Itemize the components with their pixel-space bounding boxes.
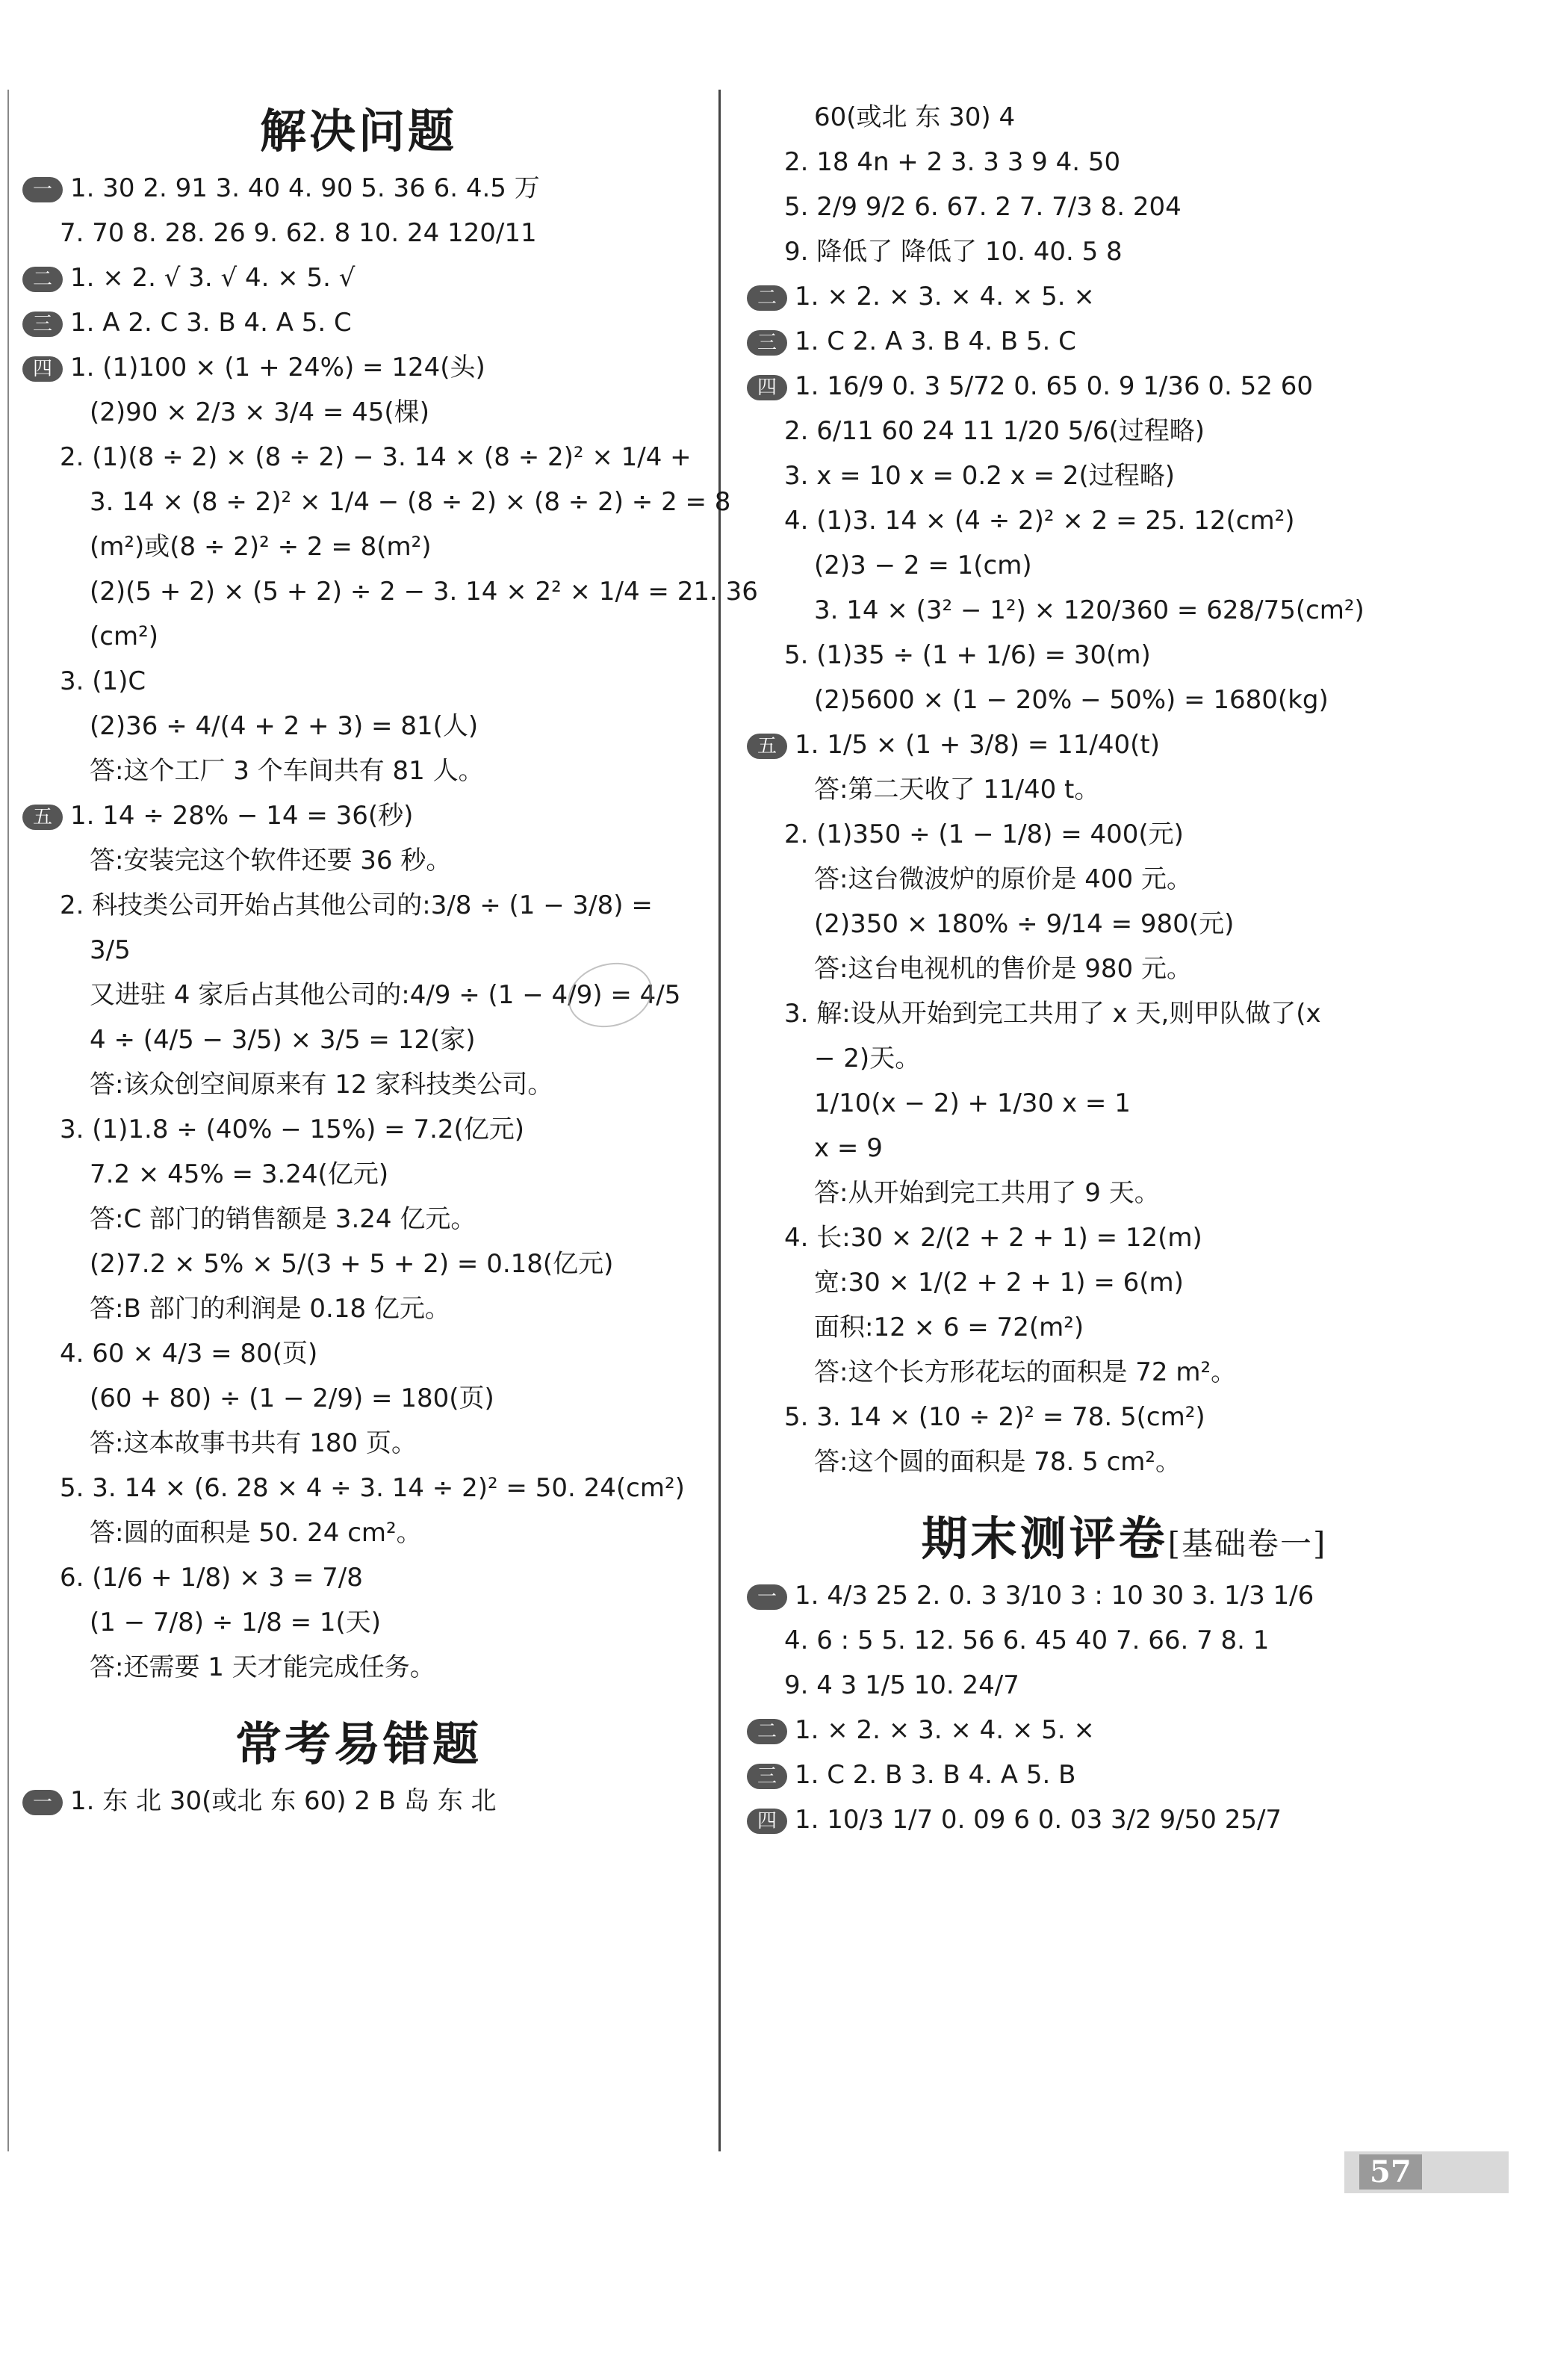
answer-line [22, 709, 695, 743]
answer-text: 答:这台微波炉的原价是 400 元。 [814, 864, 1192, 894]
answer-line [747, 459, 1501, 493]
section-number-badge: 二 [747, 285, 787, 311]
answer-text: 2. 18 4n + 2 3. 3 3 9 4. 50 [784, 147, 1121, 177]
answer-text: 3. x = 10 x = 0.2 x = 2(过程略) [784, 461, 1176, 491]
answer-line [22, 1292, 695, 1326]
answer-line [747, 1131, 1501, 1165]
answer-text: (2)350 × 180% ÷ 9/14 = 980(元) [814, 909, 1235, 939]
answer-text: 2. 6/11 60 24 11 1/20 5/6(过程略) [784, 416, 1205, 446]
answer-line [22, 1650, 695, 1685]
answer-line [22, 1561, 695, 1595]
answer-text: 答:第二天收了 11/40 t。 [814, 775, 1100, 805]
answer-text: 2. 科技类公司开始占其他公司的:3/8 ÷ (1 − 3/8) = [60, 890, 653, 920]
answer-line [747, 772, 1501, 807]
answer-line [747, 414, 1501, 448]
answer-text: (m²)或(8 ÷ 2)² ÷ 2 = 8(m²) [90, 532, 432, 562]
answer-line [22, 574, 758, 609]
answer-text: 又进驻 4 家后占其他公司的:4/9 ÷ (1 − 4/9) = 4/5 [90, 980, 681, 1010]
answer-line [22, 1202, 695, 1236]
answer-text: 答:B 部门的利润是 0.18 亿元。 [90, 1294, 450, 1324]
answer-text: 面积:12 × 6 = 72(m²) [814, 1313, 1084, 1342]
left-column [22, 90, 758, 1829]
answer-text: 1. 东 北 30(或北 东 60) 2 B 岛 东 北 [70, 1786, 497, 1816]
answer-line [22, 1605, 695, 1640]
section-title-common-errors: 常考易错题 [235, 1717, 482, 1771]
answer-text: 1. 16/9 0. 3 5/72 0. 65 0. 9 1/36 0. 52 60 [795, 371, 1313, 401]
answer-line [22, 1023, 695, 1057]
answer-text: 答:这个工厂 3 个车间共有 81 人。 [90, 756, 484, 786]
answer-text: 3/5 [90, 935, 131, 965]
answer-line [747, 548, 1501, 583]
answer-line [22, 440, 695, 474]
answer-text: 1. A 2. C 3. B 4. A 5. C [70, 308, 352, 338]
answer-line [747, 235, 1501, 269]
answer-line [22, 1067, 695, 1102]
answer-text: 6. (1/6 + 1/8) × 3 = 7/8 [60, 1563, 363, 1593]
answer-line [747, 1578, 1501, 1613]
answer-line [22, 1112, 695, 1147]
answer-line [22, 888, 695, 923]
answer-line [747, 683, 1501, 717]
answer-line [22, 306, 695, 340]
answer-text: 3. 14 × (3² − 1²) × 120/360 = 628/75(cm²) [814, 595, 1365, 625]
answer-text: 答:这本故事书共有 180 页。 [90, 1428, 417, 1458]
answer-text: 1. 10/3 1/7 0. 09 6 0. 03 3/2 9/50 25/7 [795, 1805, 1282, 1835]
answer-text: 答:安装完这个软件还要 36 秒。 [90, 846, 452, 876]
answer-text: x = 9 [814, 1133, 883, 1163]
section-title-solve-problems: 解决问题 [259, 104, 457, 158]
answer-text: 宽:30 × 1/(2 + 2 + 1) = 6(m) [814, 1268, 1184, 1298]
answer-line [22, 216, 695, 250]
answer-text: 答:圆的面积是 50. 24 cm²。 [90, 1518, 422, 1548]
section-number-badge: 四 [747, 1809, 787, 1834]
answer-line [747, 638, 1501, 672]
right-column [747, 90, 1501, 1847]
answer-line [22, 1426, 695, 1460]
answer-text: 4. (1)3. 14 × (4 ÷ 2)² × 2 = 25. 12(cm²) [784, 506, 1295, 536]
answer-text: 答:还需要 1 天才能完成任务。 [90, 1652, 435, 1682]
answer-line [747, 728, 1501, 762]
answer-line [747, 100, 1501, 134]
section-number-badge: 一 [22, 177, 63, 202]
answer-text: 4. 长:30 × 2/(2 + 2 + 1) = 12(m) [784, 1223, 1202, 1253]
answer-text: 5. 2/9 9/2 6. 67. 2 7. 7/3 8. 204 [784, 192, 1182, 222]
final-exam-subtitle: [基础卷一] [1167, 1525, 1327, 1562]
answer-text: (60 + 80) ÷ (1 − 2/9) = 180(页) [90, 1383, 494, 1413]
answer-line [22, 799, 695, 833]
section-number-badge: 一 [22, 1790, 63, 1815]
answer-line [22, 530, 695, 564]
answer-text: 答:该众创空间原来有 12 家科技类公司。 [90, 1070, 553, 1100]
answer-line [747, 1086, 1501, 1121]
answer-line [22, 1471, 695, 1505]
answer-line [22, 1157, 695, 1191]
page-number-box [1344, 2151, 1509, 2193]
answer-text: 1. C 2. B 3. B 4. A 5. B [795, 1760, 1076, 1790]
answer-text: (2)7.2 × 5% × 5/(3 + 5 + 2) = 0.18(亿元) [90, 1249, 614, 1279]
answer-text: 3. 14 × (8 ÷ 2)² × 1/4 − (8 ÷ 2) × (8 ÷ 2) ÷ 2 = 8 [90, 487, 731, 517]
section-title-final-exam [747, 1502, 1501, 1568]
answer-text: 7.2 × 45% = 3.24(亿元) [90, 1159, 389, 1189]
left-answer-list [22, 171, 758, 1685]
answer-text: 4 ÷ (4/5 − 3/5) × 3/5 = 12(家) [90, 1025, 476, 1055]
answer-line [22, 261, 695, 295]
answer-line [747, 1623, 1501, 1658]
answer-line [22, 843, 695, 878]
answer-text: 9. 4 3 1/5 10. 24/7 [784, 1670, 1019, 1700]
final-exam-answer-list [747, 1578, 1501, 1837]
answer-line [747, 1713, 1501, 1747]
right-answer-list [747, 100, 1501, 1479]
answer-text: 答:C 部门的销售额是 3.24 亿元。 [90, 1204, 476, 1234]
answer-line [747, 1400, 1501, 1434]
answer-text: 答:这台电视机的售价是 980 元。 [814, 954, 1192, 984]
section-number-badge: 二 [22, 267, 63, 292]
answer-text: (2)(5 + 2) × (5 + 2) ÷ 2 − 3. 14 × 2² × 1/4 = 21. 36 [90, 577, 758, 607]
answer-line [22, 1516, 695, 1550]
answer-line [22, 933, 695, 967]
answer-line [22, 619, 695, 654]
answer-text: 1. 4/3 25 2. 0. 3 3/10 3 : 10 30 3. 1/3 1/6 [795, 1581, 1314, 1611]
answer-line [22, 1381, 695, 1416]
final-exam-title: 期末测评卷 [921, 1511, 1168, 1566]
answer-line [747, 1803, 1501, 1837]
answer-text: (1 − 7/8) ÷ 1/8 = 1(天) [90, 1608, 382, 1637]
answer-line [747, 1221, 1501, 1255]
answer-line [22, 1247, 695, 1281]
section-number-badge: 三 [747, 1764, 787, 1789]
answer-line [747, 1041, 1501, 1076]
answer-text: − 2)天。 [814, 1044, 921, 1073]
answer-line [22, 1336, 695, 1371]
answer-line [747, 952, 1501, 986]
answer-line [22, 171, 695, 205]
answer-text: 7. 70 8. 28. 26 9. 62. 8 10. 24 120/11 [60, 218, 537, 248]
answer-text: 1. C 2. A 3. B 4. B 5. C [795, 326, 1076, 356]
answer-text: 答:从开始到完工共用了 9 天。 [814, 1178, 1160, 1208]
answer-line [747, 324, 1501, 359]
answer-text: (2)90 × 2/3 × 3/4 = 45(棵) [90, 397, 429, 427]
section-number-badge: 二 [747, 1719, 787, 1744]
answer-text: 2. (1)(8 ÷ 2) × (8 ÷ 2) − 3. 14 × (8 ÷ 2)² × 1/4 + [60, 442, 692, 472]
answer-text: 9. 降低了 降低了 10. 40. 5 8 [784, 237, 1123, 267]
answer-text: 5. 3. 14 × (6. 28 × 4 ÷ 3. 14 ÷ 2)² = 50. 24(cm²) [60, 1473, 685, 1503]
answer-line [747, 1355, 1501, 1389]
answer-text: 1. × 2. × 3. × 4. × 5. × [795, 282, 1095, 312]
answer-line [747, 190, 1501, 224]
answer-line [747, 907, 1501, 941]
answer-line [22, 350, 695, 385]
answer-text: 3. (1)C [60, 666, 146, 696]
answer-line [747, 817, 1501, 852]
section-number-badge: 五 [22, 805, 63, 830]
answer-line [747, 279, 1501, 314]
answer-line [747, 1445, 1501, 1479]
answer-line [747, 1310, 1501, 1345]
section-number-badge: 四 [747, 375, 787, 400]
answer-text: (2)36 ÷ 4/(4 + 2 + 3) = 81(人) [90, 711, 479, 741]
answer-text: 1/10(x − 2) + 1/30 x = 1 [814, 1088, 1131, 1118]
answer-text: 2. (1)350 ÷ (1 − 1/8) = 400(元) [784, 819, 1184, 849]
section-number-badge: 四 [22, 356, 63, 382]
answer-text: 3. 解:设从开始到完工共用了 x 天,则甲队做了(x [784, 999, 1321, 1029]
answer-line [747, 369, 1501, 403]
answer-line [747, 1176, 1501, 1210]
left-margin-rule [7, 90, 9, 2151]
answer-text: 1. (1)100 × (1 + 24%) = 124(头) [70, 353, 485, 382]
answer-line [22, 1784, 695, 1818]
section-number-badge: 三 [747, 330, 787, 356]
answer-text: 1. × 2. √ 3. √ 4. × 5. √ [70, 263, 356, 293]
answer-line [747, 503, 1501, 538]
answer-line [747, 593, 1501, 627]
answer-line [22, 395, 695, 430]
answer-line [22, 664, 695, 698]
answer-line [22, 754, 695, 788]
answer-text: 答:这个圆的面积是 78. 5 cm²。 [814, 1447, 1182, 1477]
answer-text: 答:这个长方形花坛的面积是 72 m²。 [814, 1357, 1237, 1387]
common-errors-answer-list [22, 1784, 695, 1818]
page-number: 57 [1359, 2154, 1422, 2190]
answer-text: 1. × 2. × 3. × 4. × 5. × [795, 1715, 1095, 1745]
answer-text: (2)3 − 2 = 1(cm) [814, 551, 1032, 580]
answer-line [747, 1758, 1501, 1792]
section-number-badge: 一 [747, 1584, 787, 1610]
answer-text: (cm²) [90, 622, 158, 651]
answer-line [747, 862, 1501, 896]
column-divider [718, 90, 721, 2151]
answer-line [747, 1668, 1501, 1702]
answer-text: 4. 6 : 5 5. 12. 56 6. 45 40 7. 66. 7 8. 1 [784, 1626, 1270, 1655]
answer-text: 1. 1/5 × (1 + 3/8) = 11/40(t) [795, 730, 1160, 760]
section-number-badge: 五 [747, 734, 787, 759]
answer-text: 3. (1)1.8 ÷ (40% − 15%) = 7.2(亿元) [60, 1115, 525, 1144]
answer-line [747, 997, 1501, 1031]
section-number-badge: 三 [22, 312, 63, 337]
answer-text: 1. 30 2. 91 3. 40 4. 90 5. 36 6. 4.5 万 [70, 173, 540, 203]
answer-line [747, 145, 1501, 179]
answer-line [22, 485, 731, 519]
answer-text: 5. 3. 14 × (10 ÷ 2)² = 78. 5(cm²) [784, 1402, 1205, 1432]
answer-text: (2)5600 × (1 − 20% − 50%) = 1680(kg) [814, 685, 1329, 715]
answer-text: 5. (1)35 ÷ (1 + 1/6) = 30(m) [784, 640, 1151, 670]
answer-text: 1. 14 ÷ 28% − 14 = 36(秒) [70, 801, 414, 831]
answer-text: 4. 60 × 4/3 = 80(页) [60, 1339, 318, 1369]
answer-text: 60(或北 东 30) 4 [814, 102, 1016, 132]
answer-line [747, 1265, 1501, 1300]
